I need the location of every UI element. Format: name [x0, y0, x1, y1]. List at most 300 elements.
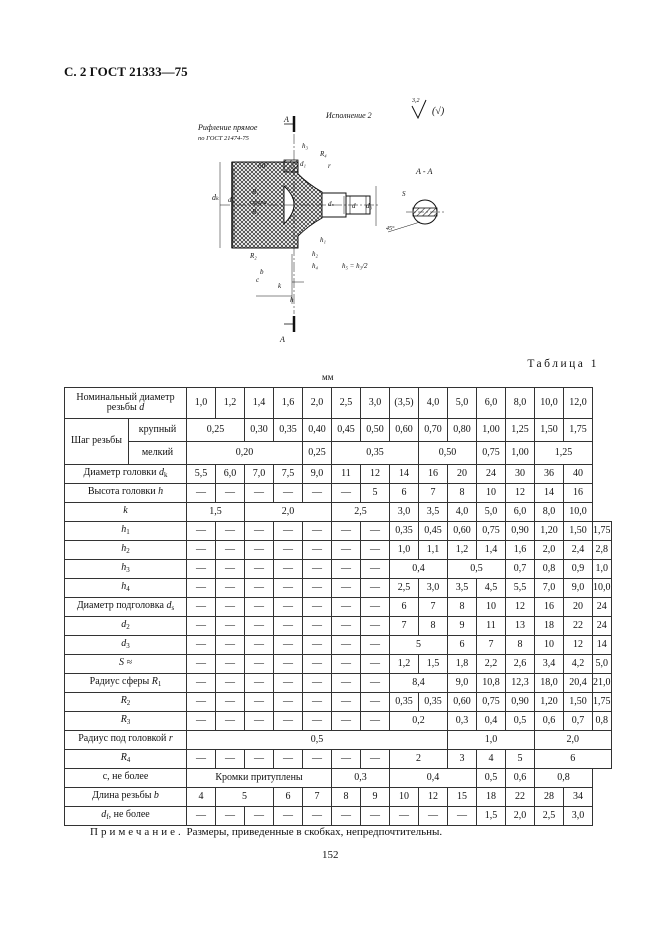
value-cell: — [448, 807, 477, 826]
value-cell: — [187, 617, 216, 636]
row-label [65, 503, 187, 522]
value-cell: 5,0 [477, 503, 506, 522]
value-cell: 10 [390, 788, 419, 807]
row-label [65, 465, 187, 484]
value-cell: 6 [274, 788, 303, 807]
value-cell: 20 [564, 598, 593, 617]
value-cell: 0,60 [448, 522, 477, 541]
pitch-coarse-cell: 0,45 [332, 419, 361, 442]
r-label: r [328, 162, 331, 170]
value-cell: 1,0 [390, 541, 419, 560]
value-cell: 0,45 [419, 522, 448, 541]
value-cell: 0,7 [506, 560, 535, 579]
value-cell: 1,5 [187, 503, 245, 522]
value-cell: 7 [419, 484, 448, 503]
value-cell: 1,2 [448, 541, 477, 560]
value-cell: 40 [564, 465, 593, 484]
value-cell: 7,0 [245, 465, 274, 484]
value-cell: 1,20 [535, 693, 564, 712]
row-symbol: h [121, 524, 127, 536]
value-cell: — [216, 636, 245, 655]
value-cell: 6,0 [506, 503, 535, 522]
value-cell: 2,0 [535, 541, 564, 560]
row-symbol: d [101, 809, 107, 821]
value-cell: — [361, 560, 390, 579]
value-cell: — [274, 598, 303, 617]
value-cell: 12 [361, 465, 390, 484]
value-cell: — [332, 674, 361, 693]
pitch-fine-cell: 0,50 [419, 442, 477, 465]
row-label [65, 541, 187, 560]
value-cell: 14 [535, 484, 564, 503]
value-cell: 16 [535, 598, 564, 617]
pitch-coarse-cell: 1,00 [477, 419, 506, 442]
value-cell: 0,6 [535, 712, 564, 731]
value-cell: 3,4 [535, 655, 564, 674]
value-cell: 0,8 [535, 769, 593, 788]
note-text: Размеры, приведенные в скобках, непредпочтительны. [183, 826, 443, 838]
value-cell: 0,2 [390, 712, 448, 731]
value-cell: 20 [448, 465, 477, 484]
row-symbol-subscript: 3 [126, 718, 131, 727]
pitch-fine-cell: 0,20 [187, 442, 303, 465]
row-symbol: b [153, 790, 159, 802]
value-cell: — [245, 712, 274, 731]
value-cell: 12 [506, 598, 535, 617]
row-symbol-subscript: 3 [126, 566, 130, 575]
value-cell: — [187, 541, 216, 560]
value-cell: — [303, 579, 332, 598]
value-cell: — [245, 560, 274, 579]
row-label [65, 598, 187, 617]
coarse-label: крупный [129, 419, 187, 442]
value-cell: 2,2 [477, 655, 506, 674]
row-label [65, 693, 187, 712]
value-cell: 5,5 [187, 465, 216, 484]
version-label: Исполнение 2 [326, 111, 372, 120]
value-cell: 0,75 [477, 693, 506, 712]
value-cell: 8 [419, 617, 448, 636]
R3-label: R₃ [252, 208, 259, 216]
value-cell: — [216, 693, 245, 712]
diameter-cell: 2,5 [332, 388, 361, 419]
diameter-cell: 1,0 [187, 388, 216, 419]
ds-label: dₛ [328, 200, 334, 208]
row-label [65, 712, 187, 731]
row-label [65, 522, 187, 541]
table-row [65, 560, 612, 579]
value-cell: — [245, 636, 274, 655]
value-cell: 2,0 [506, 807, 535, 826]
value-cell: — [245, 484, 274, 503]
row-label-text: Радиус под головкой [78, 733, 167, 745]
value-cell: — [216, 750, 245, 769]
row-label-text: Диаметр подголовка [76, 600, 164, 612]
row-label [65, 674, 187, 693]
row-label-text: c, не более [102, 771, 149, 783]
value-cell: — [187, 579, 216, 598]
value-cell: 28 [535, 788, 564, 807]
value-cell: 0,9 [564, 560, 593, 579]
diameter-cell: 10,0 [535, 388, 564, 419]
pitch-coarse-cell: 0,25 [187, 419, 245, 442]
table-row [65, 674, 612, 693]
value-cell: — [274, 484, 303, 503]
value-cell: 0,3 [448, 712, 477, 731]
R2-label: R₂ [250, 252, 257, 260]
value-cell: 1,0 [593, 560, 612, 579]
diameter-header: Номинальный диаметр резьбы d [65, 388, 187, 419]
value-cell: — [274, 655, 303, 674]
value-cell: — [361, 674, 390, 693]
h5-formula: h₅ = h₃/2 [342, 262, 368, 270]
row-label-text: , не более [108, 809, 150, 821]
value-cell: 8 [448, 484, 477, 503]
pitch-coarse-cell: 1,75 [564, 419, 593, 442]
value-cell: — [332, 807, 361, 826]
row-symbol-subscript: 2 [126, 547, 130, 556]
value-cell: 2,4 [564, 541, 593, 560]
value-cell: — [361, 541, 390, 560]
d2-label: d₂ [228, 196, 234, 204]
row-label [65, 788, 187, 807]
value-cell: 1,4 [477, 541, 506, 560]
value-cell: 3 [448, 750, 477, 769]
table-row [65, 503, 612, 522]
value-cell: — [187, 693, 216, 712]
value-cell: 11 [332, 465, 361, 484]
value-cell: — [361, 636, 390, 655]
pitch-header: Шаг резьбы [65, 419, 129, 465]
fine-label: мелкий [129, 442, 187, 465]
section-title: А - А [416, 167, 433, 176]
value-cell: — [187, 636, 216, 655]
diameter-cell: 2,0 [303, 388, 332, 419]
value-cell: 34 [564, 788, 593, 807]
value-cell: 4,0 [448, 503, 477, 522]
pitch-fine-cell: 0,25 [303, 442, 332, 465]
table-row [65, 712, 612, 731]
pitch-fine-cell: 1,25 [535, 442, 593, 465]
value-cell: 1,0 [448, 731, 535, 750]
value-cell: — [361, 617, 390, 636]
value-cell: — [274, 636, 303, 655]
row-symbol: R [120, 695, 127, 707]
value-cell: 7 [390, 617, 419, 636]
table-row [65, 522, 612, 541]
value-cell: — [245, 541, 274, 560]
value-cell: 0,6 [506, 769, 535, 788]
value-cell: 6 [448, 636, 477, 655]
value-cell: 6 [535, 750, 612, 769]
value-cell: 7 [303, 788, 332, 807]
value-cell: 0,35 [390, 522, 419, 541]
screw-drawing-svg [180, 96, 480, 346]
value-cell: 6,0 [216, 465, 245, 484]
value-cell: 14 [593, 636, 612, 655]
value-cell: — [187, 750, 216, 769]
h4-label: h₄ [312, 262, 318, 270]
row-label [65, 731, 187, 750]
pitch-coarse-cell: 0,70 [419, 419, 448, 442]
h2-label: h₂ [312, 250, 318, 258]
value-cell: 7,5 [274, 465, 303, 484]
value-cell: 9 [448, 617, 477, 636]
value-cell: — [245, 617, 274, 636]
value-cell: 1,5 [477, 807, 506, 826]
pitch-coarse-cell: 0,50 [361, 419, 390, 442]
diameter-cell: (3,5) [390, 388, 419, 419]
value-cell: 9,0 [303, 465, 332, 484]
value-cell: — [187, 807, 216, 826]
value-cell: — [216, 579, 245, 598]
row-symbol-subscript: 4 [126, 756, 131, 765]
h1-label: h₁ [320, 236, 326, 244]
value-cell: — [216, 655, 245, 674]
table-row [65, 598, 612, 617]
table-row [65, 788, 612, 807]
k-label: k [278, 282, 282, 290]
row-symbol: h [121, 581, 127, 593]
value-cell: 1,50 [564, 522, 593, 541]
value-cell: 18,0 [535, 674, 564, 693]
value-cell: 2,0 [535, 731, 612, 750]
b-label: b [260, 268, 264, 276]
value-cell: 2,5 [332, 503, 390, 522]
angle45-label: 45° [386, 226, 395, 232]
value-cell: — [245, 522, 274, 541]
value-cell: — [303, 541, 332, 560]
roughness-value: 3,2 [412, 98, 420, 104]
knurl-label-2: по ГОСТ 21474-75 [198, 135, 249, 142]
row-symbol: k [123, 505, 128, 517]
pitch-coarse-cell: 0,80 [448, 419, 477, 442]
value-cell: 3,0 [564, 807, 593, 826]
table-row [65, 750, 612, 769]
diameter-cell: 1,2 [216, 388, 245, 419]
value-cell: — [361, 807, 390, 826]
table-unit: мм [322, 372, 334, 382]
value-cell: — [245, 655, 274, 674]
value-cell: 13 [506, 617, 535, 636]
row-label [65, 579, 187, 598]
value-cell: — [303, 674, 332, 693]
table-body [65, 388, 612, 826]
value-cell: 14 [390, 465, 419, 484]
value-cell: — [245, 598, 274, 617]
value-cell: 7 [419, 598, 448, 617]
value-cell: — [187, 712, 216, 731]
value-cell: 3,0 [419, 579, 448, 598]
value-cell: 10 [535, 636, 564, 655]
row-symbol: d [159, 467, 164, 479]
row-label [65, 750, 187, 769]
value-cell: — [332, 750, 361, 769]
value-cell: — [274, 674, 303, 693]
table-row [65, 731, 612, 750]
table-row [65, 419, 612, 442]
value-cell: 8,0 [535, 503, 564, 522]
row-symbol: d [121, 638, 127, 650]
value-cell: 1,75 [593, 693, 612, 712]
table-row [65, 693, 612, 712]
value-cell: 1,8 [448, 655, 477, 674]
value-cell: — [216, 560, 245, 579]
value-cell: — [303, 522, 332, 541]
value-cell: 2,8 [593, 541, 612, 560]
row-label [65, 617, 187, 636]
value-cell: 24 [477, 465, 506, 484]
value-cell: 1,6 [506, 541, 535, 560]
value-cell: — [361, 693, 390, 712]
value-cell: — [216, 617, 245, 636]
value-cell: 24 [593, 598, 612, 617]
h3-label: h₃ [302, 142, 308, 150]
value-cell: — [303, 484, 332, 503]
value-cell: 7 [477, 636, 506, 655]
value-cell: 0,35 [419, 693, 448, 712]
R4-label: R₄ [320, 150, 327, 158]
value-cell: — [245, 674, 274, 693]
row-label [65, 769, 187, 788]
value-cell: 18 [535, 617, 564, 636]
value-cell: — [361, 750, 390, 769]
value-cell: — [274, 807, 303, 826]
value-cell: 8,4 [390, 674, 448, 693]
value-cell: 2,5 [390, 579, 419, 598]
value-cell: — [274, 560, 303, 579]
value-cell: 6 [390, 484, 419, 503]
section-ref-bottom: А [280, 335, 285, 344]
row-symbol: h [121, 543, 127, 555]
footnote [90, 826, 442, 838]
value-cell: 0,8 [535, 560, 564, 579]
value-cell: — [332, 712, 361, 731]
value-cell: — [187, 674, 216, 693]
value-cell: 0,90 [506, 522, 535, 541]
d3-label: d₃ [366, 202, 372, 210]
value-cell: — [187, 560, 216, 579]
table-row [65, 442, 612, 465]
value-cell: — [390, 807, 419, 826]
value-cell: 11 [477, 617, 506, 636]
value-cell: 10,0 [564, 503, 593, 522]
value-cell: — [303, 617, 332, 636]
table-row [65, 579, 612, 598]
section-ref-top: А [284, 115, 289, 124]
value-cell: — [274, 693, 303, 712]
dimensions-table [64, 387, 612, 826]
value-cell: 1,20 [535, 522, 564, 541]
value-cell: 22 [564, 617, 593, 636]
row-label-text: Высота головки [87, 486, 156, 498]
value-cell: 0,3 [332, 769, 390, 788]
value-cell: 0,7 [564, 712, 593, 731]
value-cell: — [361, 522, 390, 541]
pitch-coarse-cell: 1,50 [535, 419, 564, 442]
row-symbol: R [120, 752, 127, 764]
value-cell: 10,8 [477, 674, 506, 693]
diameter-cell: 8,0 [506, 388, 535, 419]
value-cell: — [274, 750, 303, 769]
value-cell: Кромки притуплены [187, 769, 332, 788]
value-cell: 0,8 [593, 712, 612, 731]
c-label: c [256, 276, 260, 284]
table-row [65, 617, 612, 636]
value-cell: — [245, 750, 274, 769]
row-label-text: Длина резьбы [92, 790, 152, 802]
row-symbol: R [120, 714, 127, 726]
roughness-mark: (√) [432, 106, 445, 117]
row-label [65, 484, 187, 503]
value-cell: 6 [390, 598, 419, 617]
value-cell: 21,0 [593, 674, 612, 693]
value-cell: — [187, 484, 216, 503]
value-cell: 2 [390, 750, 448, 769]
value-cell: — [245, 807, 274, 826]
value-cell: 2,0 [245, 503, 332, 522]
value-cell: 0,90 [506, 693, 535, 712]
value-cell: — [245, 693, 274, 712]
value-cell: 12,3 [506, 674, 535, 693]
value-cell: — [332, 655, 361, 674]
value-cell: 0,5 [506, 712, 535, 731]
row-symbol-subscript: 1 [157, 680, 162, 689]
value-cell: 3,5 [448, 579, 477, 598]
table-row [65, 541, 612, 560]
row-symbol-subscript: s [171, 604, 175, 613]
value-cell: 3,5 [419, 503, 448, 522]
value-cell: 4 [477, 750, 506, 769]
row-label [65, 560, 187, 579]
row-symbol: R [151, 676, 158, 688]
row-symbol-subscript: 2 [126, 699, 131, 708]
value-cell: — [216, 598, 245, 617]
value-cell: — [274, 541, 303, 560]
pitch-fine-cell: 1,00 [506, 442, 535, 465]
technical-drawing [180, 96, 480, 346]
value-cell: 22 [506, 788, 535, 807]
value-cell: 30 [506, 465, 535, 484]
value-cell: 5 [361, 484, 390, 503]
row-symbol-subscript: 3 [126, 642, 130, 651]
value-cell: — [303, 693, 332, 712]
value-cell: — [274, 579, 303, 598]
value-cell: 9,0 [448, 674, 477, 693]
page-header: С. 2 ГОСТ 21333—75 [64, 64, 188, 79]
value-cell: 0,4 [390, 560, 448, 579]
value-cell: — [303, 750, 332, 769]
value-cell: 24 [593, 617, 612, 636]
value-cell: 5,0 [593, 655, 612, 674]
table-row [65, 636, 612, 655]
row-symbol: h [158, 486, 164, 498]
pitch-coarse-cell: 0,40 [303, 419, 332, 442]
value-cell: 0,5 [187, 731, 448, 750]
value-cell: — [361, 598, 390, 617]
value-cell: 8 [332, 788, 361, 807]
d1-label: d₁ [300, 160, 306, 168]
value-cell: 10 [477, 484, 506, 503]
value-cell: 0,4 [477, 712, 506, 731]
value-cell: 16 [564, 484, 593, 503]
value-cell: — [274, 522, 303, 541]
row-symbol-subscript: 4 [126, 585, 130, 594]
value-cell: — [303, 807, 332, 826]
value-cell: — [361, 712, 390, 731]
value-cell: — [332, 636, 361, 655]
pitch-coarse-cell: 0,35 [274, 419, 303, 442]
